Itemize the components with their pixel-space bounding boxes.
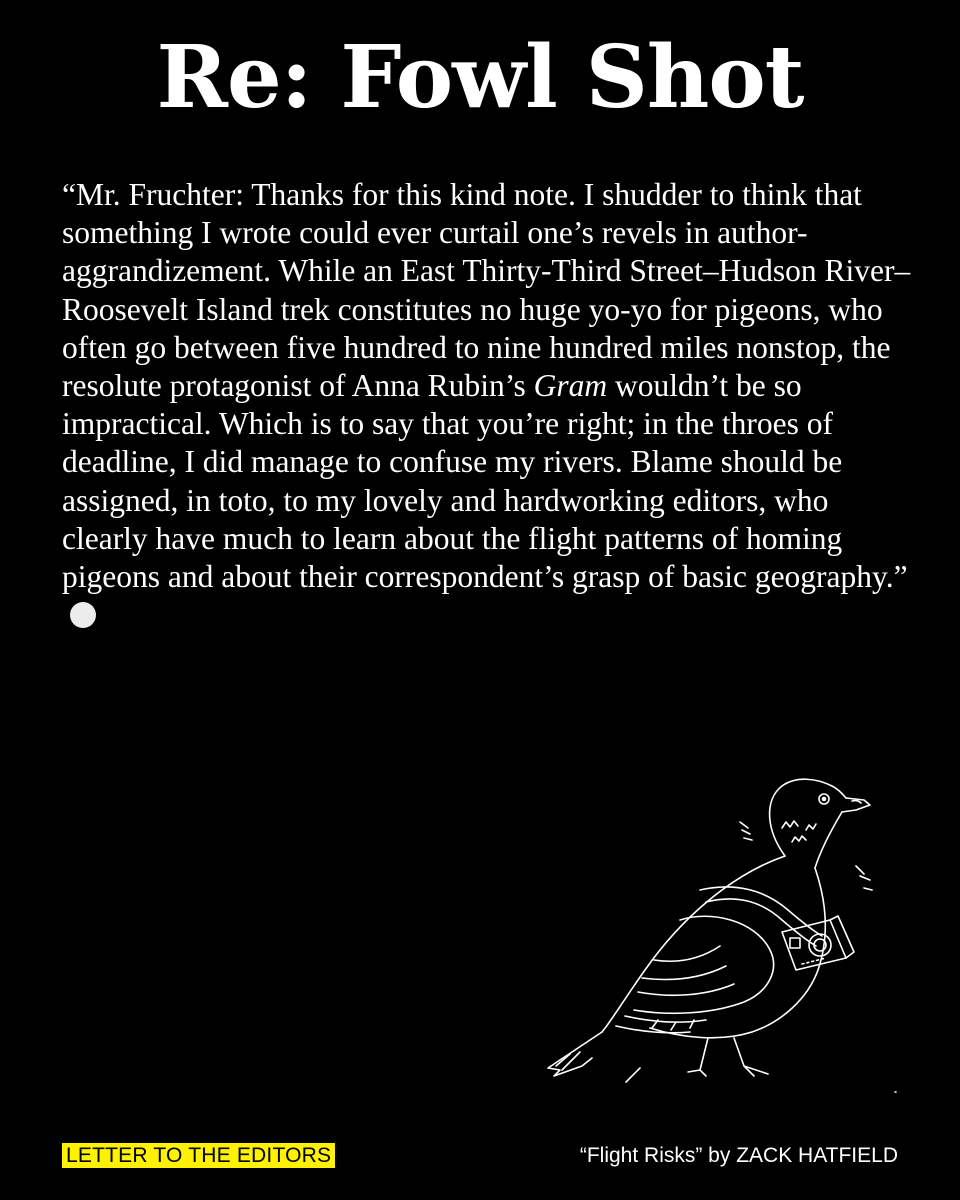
letter-text-end: wouldn’t be so impractical. Which is to say that you’re right; in the throes of deadline, I did manage to confuse my rivers. Blame should be assigned, in toto, to my lovely and hardworking editors, who clearly have much to learn about the flight patterns of homing pigeons and about their correspondent’s grasp of basic geography.”: [62, 368, 908, 595]
letter-text-start: “Mr. Fruchter: Thanks for this kind note. I shudder to think that something I wrote could ever curtail one’s revels in author-aggrandizement. While an East Thirty-Third Street–Hudson River–Roosevelt Island trek constitutes no huge yo-yo for pigeons, who often go between five hundred to nine hundred miles nonstop, the resolute protagonist of Anna Rubin’s: [62, 177, 911, 404]
pigeon-with-camera-illustration: [530, 770, 920, 1100]
end-mark-dot: [70, 602, 96, 628]
book-title-gram: Gram: [533, 368, 608, 404]
letter-to-editors-tag: LETTER TO THE EDITORS: [62, 1143, 335, 1168]
article-credit: “Flight Risks” by ZACK HATFIELD: [579, 1144, 898, 1167]
page-title: Re: Fowl Shot: [156, 27, 804, 128]
letter-body: [62, 176, 912, 634]
